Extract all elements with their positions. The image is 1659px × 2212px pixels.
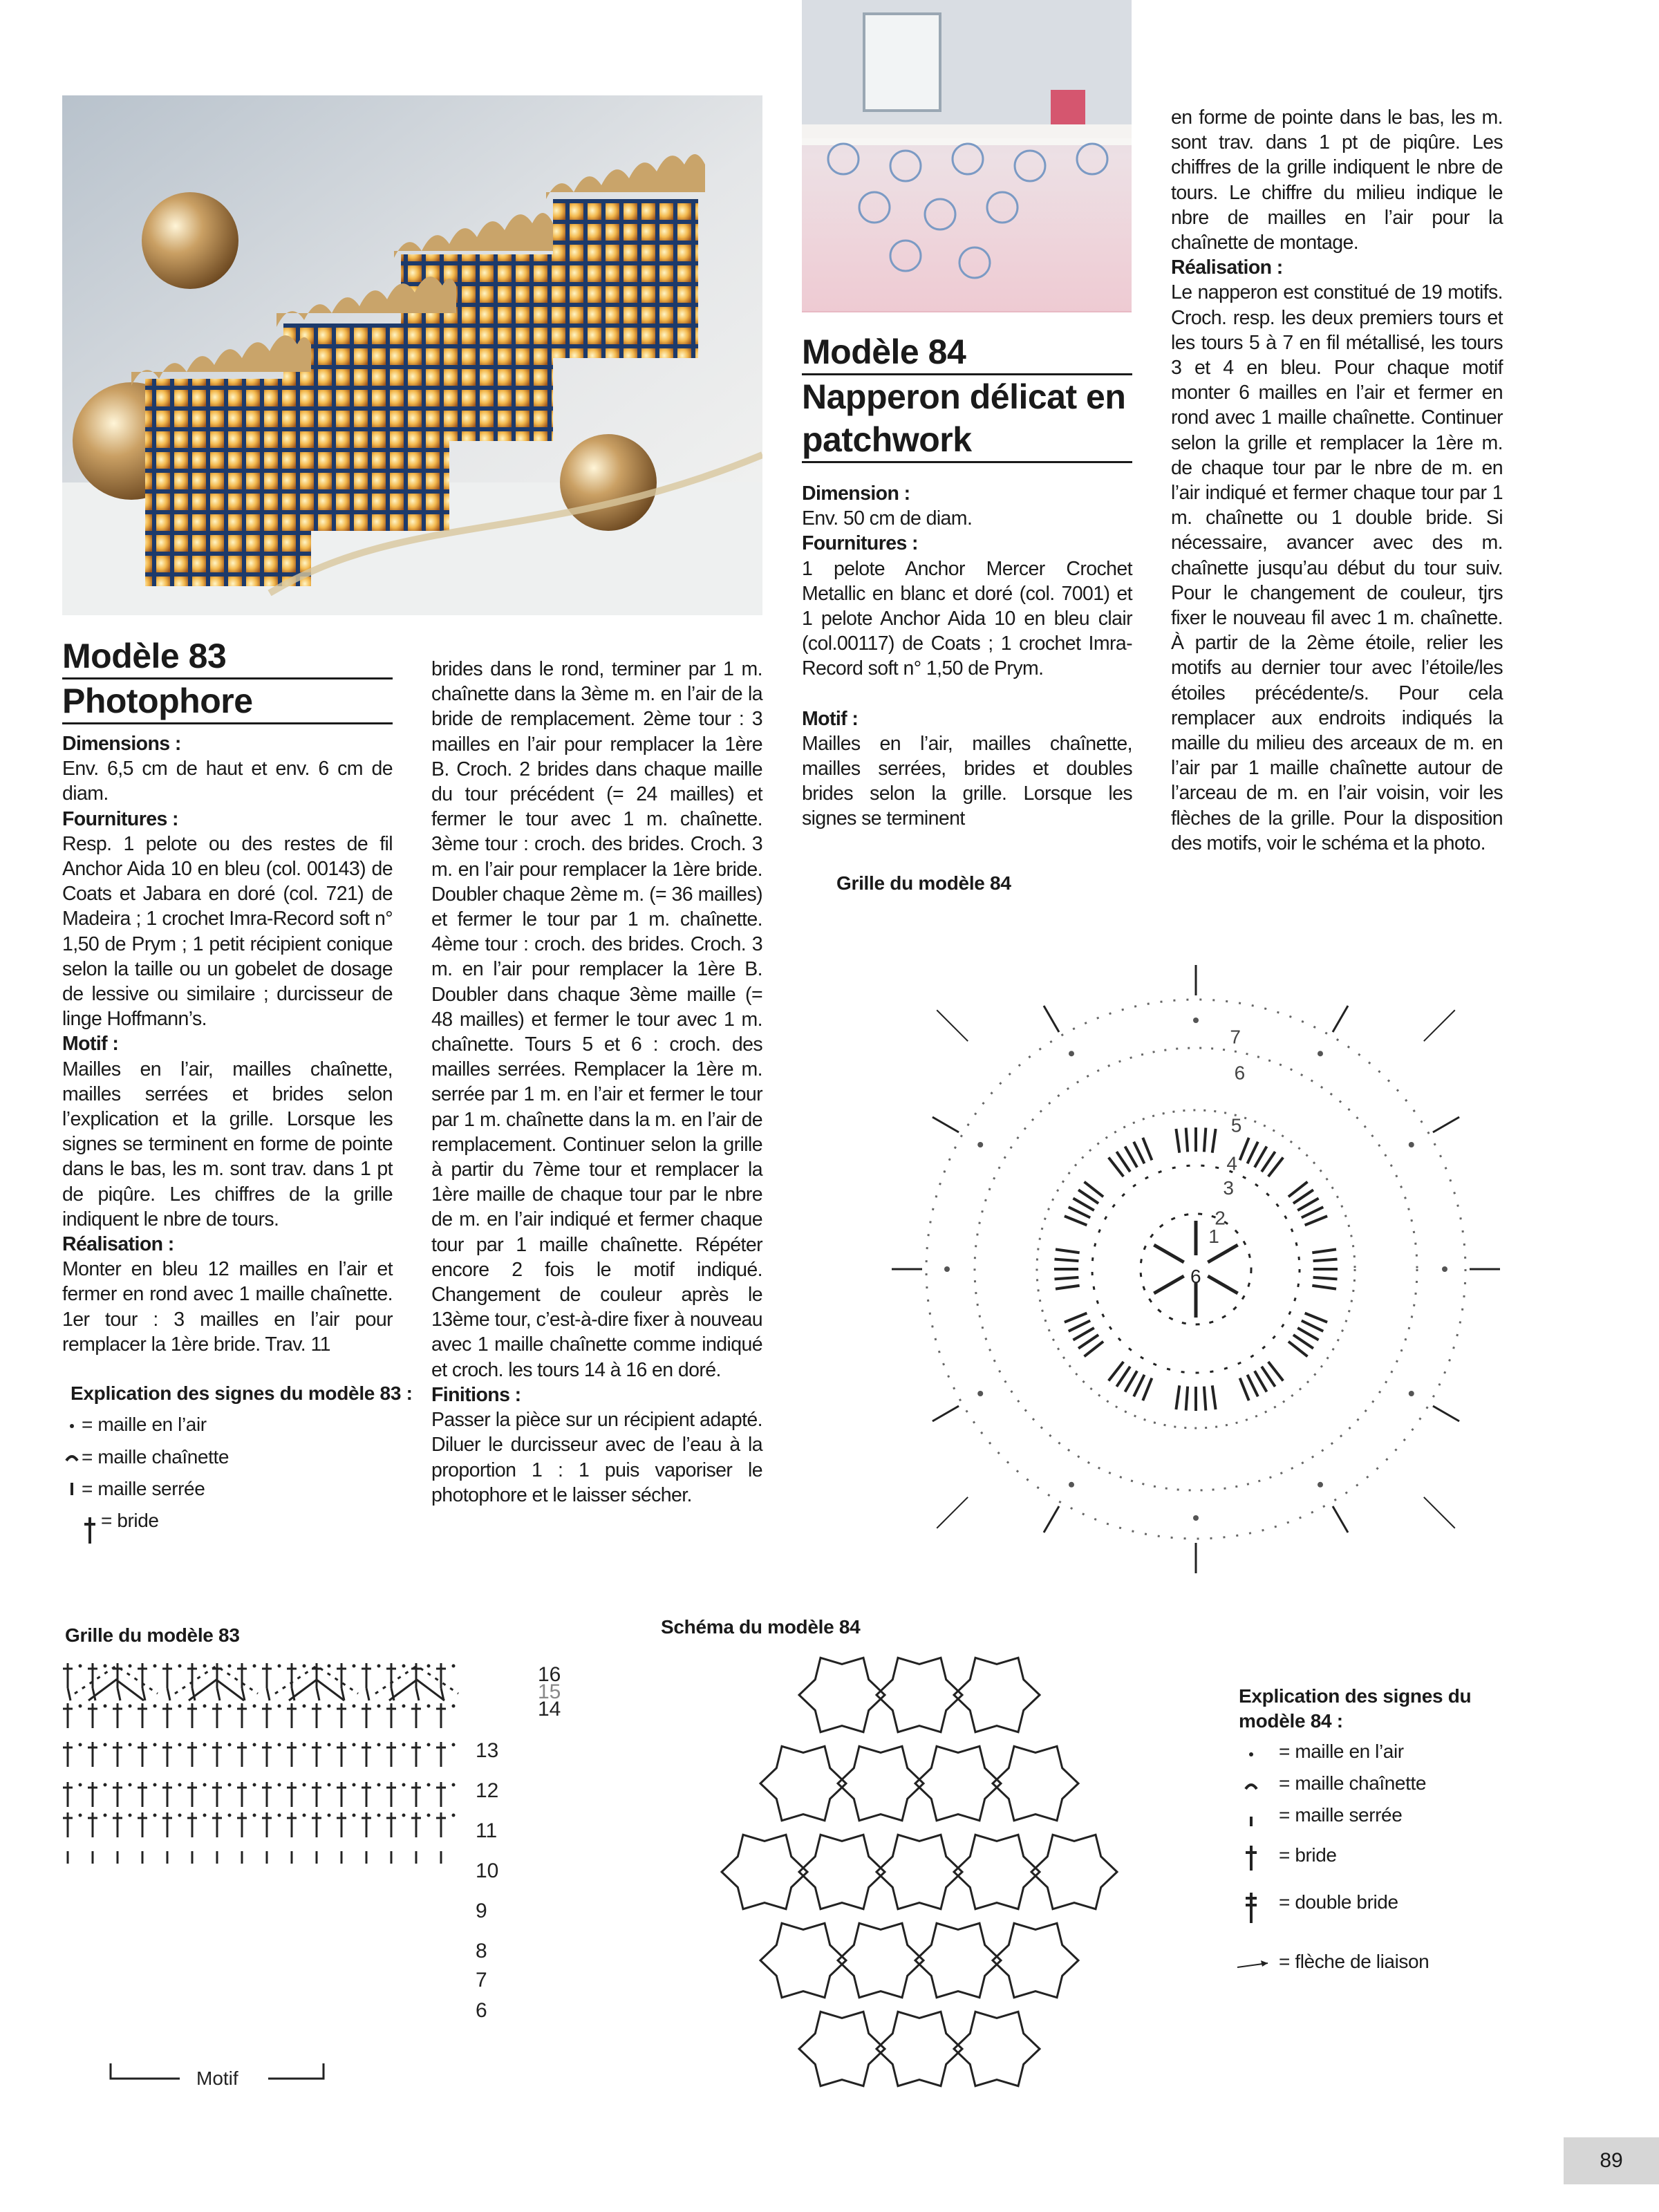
section-realisation: Réalisation : Le napperon est constitué de 19 motifs. Croch. resp. les deux premiers tours et les tours 5 à 7 en fil métallisé, les tours 3 et 4 en bleu. Pour chaque motif monter 6 mailles en l’air et fermer en rond avec 1 maille chaînette. Continuer selon la grille et remplacer la 1ère m. de chaque tour par le nbre de m. en l’air indiqué et fermer chaque tour par 1 m. chaînette ou 1 double bride. Si nécessaire, avancer avec des m. chaînette jusqu’au début du tour suiv. Pour le changement de couleur, tjrs fixer le nouveau fil avec 1 m. chaînette. À partir de la 2ème étoile, relier les motifs au dernier tour avec l’étoile/les étoiles précédente/s. Pour cela remplacer aux endroits indiqués la maille du milieu des arceaux de m. en l’air par 1 maille chaînette autour de l’arceau de m. en l’air voisin, voir les flèches de la grille. Pour la disposition des motifs, voir le schéma et la photo. xyxy=(1171,256,1503,854)
model-84-column-1 xyxy=(802,481,1132,832)
title-line-1: Modèle 84 xyxy=(802,332,966,371)
chain-stitch-icon xyxy=(1249,1752,1253,1756)
title-model-84 xyxy=(802,330,1132,463)
legend-83-title: Explication des signes du modèle 83 : xyxy=(71,1382,413,1404)
title-line-1: Modèle 83 xyxy=(62,637,227,675)
motif-star xyxy=(954,2012,1040,2086)
round-number: 8 xyxy=(476,1940,487,1962)
section-realisation: Réalisation : Monter en bleu 12 mailles en l’air et fermer en rond avec 1 maille chaînette. 1er tour : 3 mailles en l’air pour remplacer la 1ère bride. Trav. 11 xyxy=(62,1233,393,1356)
round-number: 3 xyxy=(1223,1177,1235,1199)
double-crochet-icon xyxy=(1246,1846,1257,1871)
motif-star xyxy=(838,1923,924,1997)
round-number: 10 xyxy=(476,1859,499,1882)
motif-star xyxy=(799,1658,885,1732)
section-fournitures: Fournitures : Resp. 1 pelote ou des restes de fil Anchor Aida 10 en bleu (col. 00143) de Coats et Jabara en doré (col. 721) de Madeira ; 1 crochet Imra-Record soft n° 1,50 de Prym ; 1 petit récipient conique selon la taille ou un gobelet de dosage de lessive ou similaire ; durcisseur de linge Hoffmann’s. xyxy=(62,807,393,1031)
section-finitions: Finitions : Passer la pièce sur un récipient adapté. Diluer le durcisseur avec de l’eau à la proportion 1 : 1 puis vaporiser le photophore et le laisser sécher. xyxy=(431,1383,762,1506)
section-dimension: Dimension : Env. 50 cm de diam. xyxy=(802,482,973,530)
page-number: 89 xyxy=(1564,2137,1659,2184)
treble-crochet-icon xyxy=(1246,1893,1257,1923)
round-number: 4 xyxy=(1226,1152,1237,1174)
motif-star xyxy=(760,1923,846,1997)
slip-stitch-icon xyxy=(1246,1785,1257,1789)
motif-star xyxy=(838,1746,924,1820)
section-motif: Motif : Mailles en l’air, mailles chaînette, mailles serrées, brides et doubles brides selon la grille. Lorsque les signes se terminent xyxy=(802,707,1132,830)
round-number: 6 xyxy=(476,1999,487,2022)
motif-star xyxy=(993,1923,1078,1997)
slip-stitch-icon xyxy=(66,1456,77,1461)
motif-star xyxy=(993,1746,1078,1820)
round-number: 12 xyxy=(476,1779,499,1802)
round-number: 15 xyxy=(538,1680,561,1703)
legend-83-item: = maille chaînette xyxy=(82,1446,229,1468)
grid-84-chart xyxy=(802,899,1521,1631)
photo-candle-holders xyxy=(62,95,762,615)
legend-84-item: = bride xyxy=(1279,1844,1337,1866)
section-motif: Motif : Mailles en l’air, mailles chaînette, mailles serrées et brides selon l’explication et la grille. Lorsque les signes se terminent en forme de pointe dans le bas, les m. sont trav. dans 1 pt de piqûre. Les chiffres de la grille indiquent le nbre de tours. xyxy=(62,1033,393,1230)
title-line-3: patchwork xyxy=(802,420,972,459)
chain-stitch-icon xyxy=(70,1424,74,1428)
motif-star xyxy=(877,1835,962,1909)
round-number: 5 xyxy=(1230,1114,1242,1136)
motif-star xyxy=(877,2012,962,2086)
motif-star xyxy=(954,1658,1040,1732)
section-rounds: brides dans le rond, terminer par 1 m. chaînette dans la 3ème m. en l’air de la bride de remplacement. 2ème tour : 3 mailles en l’air pour remplacer la 1ère B. Croch. 2 brides dans chaque maille du tour précédent (= 24 mailles) et fermer le tour avec 1 m. chaînette. 3ème tour : croch. des brides. Croch. 3 m. en l’air pour remplacer la 1ère bride. Doubler chaque 2ème m. (= 36 mailles) et fermer le tour par 1 m. chaînette. 4ème tour : croch. des brides. Croch. 3 m. en l’air pour remplacer la 1ère B. Doubler dans chaque 3ème maille (= 48 mailles) et fermer le tour avec 1 m. chaînette. Tours 5 et 6 : croch. des mailles serrées. Remplacer la 1ère m. serrée par 1 m. en l’air et fermer le tour par 1 m. chaînette dans la m. en l’air de remplacement. Continuer selon la grille à partir du 7ème tour et remplacer la 1ère maille de chaque tour par le nbre de m. en l’air indiqué et fermer chaque tour par 1 maille chaînette. Répéter encore 2 fois le motif indiqué. Changement de couleur après le 13ème tour, c’est-à-dire fixer à nouveau avec 1 maille chaînette comme indiqué et croch. les tours 14 à 16 en doré. xyxy=(431,658,762,1381)
model-83-column-2 xyxy=(431,657,762,1508)
legend-84-symbols xyxy=(1237,1742,1279,1977)
motif-star xyxy=(1031,1835,1117,1909)
round-number: 2 xyxy=(1215,1207,1226,1229)
round-number: 16 xyxy=(538,1663,561,1686)
schema-84-chart xyxy=(657,1645,1182,2115)
legend-83-item: = maille en l’air xyxy=(82,1414,207,1435)
round-number: 11 xyxy=(476,1819,498,1842)
section-grid-notes: en forme de pointe dans le bas, les m. sont trav. dans 1 pt de piqûre. Les chiffres de la grille indiquent le nbre de tours. Le chiffre du milieu indique le nbre de mailles en l’air pour la chaînette de montage. xyxy=(1171,106,1503,254)
title-model-83 xyxy=(62,635,393,724)
schema-84-caption: Schéma du modèle 84 xyxy=(661,1616,861,1638)
legend-84-item: = maille chaînette xyxy=(1279,1772,1427,1794)
legend-84-item: = flèche de liaison xyxy=(1279,1951,1430,1972)
round-number: 9 xyxy=(476,1900,487,1922)
motif-star xyxy=(722,1835,807,1909)
motif-star xyxy=(799,2012,885,2086)
grid-83-caption: Grille du modèle 83 xyxy=(65,1624,240,1646)
round-number: 6 xyxy=(1234,1062,1246,1084)
motif-label: Motif xyxy=(196,2068,238,2089)
title-rule xyxy=(802,461,1132,463)
round-number: 13 xyxy=(476,1739,499,1762)
round-number: 7 xyxy=(1230,1026,1241,1048)
grid-83-chart xyxy=(61,1659,586,2101)
connection-arrow-icon xyxy=(1237,1960,1268,1967)
legend-84-item: = double bride xyxy=(1279,1891,1398,1913)
model-84-column-2 xyxy=(1171,105,1503,856)
model-83-column-1 xyxy=(62,731,393,1357)
round-number: 7 xyxy=(476,1969,487,1991)
legend-84-title: Explication des signes du modèle 84 : xyxy=(1239,1685,1472,1732)
motif-star xyxy=(760,1746,846,1820)
photo-doily xyxy=(802,0,1132,312)
motif-star xyxy=(954,1835,1040,1909)
center-chain-count: 6 xyxy=(1190,1266,1201,1287)
motif-star xyxy=(915,1746,1001,1820)
title-line-2: Napperon délicat en xyxy=(802,377,1126,416)
legend-84-item: = maille serrée xyxy=(1279,1804,1403,1826)
round-number: 14 xyxy=(538,1698,561,1721)
legend-83-item: = maille serrée xyxy=(82,1478,205,1499)
title-rule xyxy=(62,722,393,724)
motif-star xyxy=(915,1923,1001,1997)
section-dimensions: Dimensions : Env. 6,5 cm de haut et env. 6 cm de diam. xyxy=(62,733,393,805)
round-number: 1 xyxy=(1208,1226,1219,1248)
title-line-2: Photophore xyxy=(62,682,253,720)
section-fournitures: Fournitures : 1 pelote Anchor Mercer Crochet Metallic en blanc et doré (col. 7001) et 1 pelote Anchor Aida 10 en bleu clair (col.00117) de Coats ; 1 crochet Imra-Record soft n° 1,50 de Prym. xyxy=(802,532,1132,680)
motif-star xyxy=(877,1658,962,1732)
legend-84-item: = maille en l’air xyxy=(1279,1741,1404,1762)
grid-84-caption: Grille du modèle 84 xyxy=(836,872,1011,894)
double-crochet-icon xyxy=(84,1517,95,1544)
motif-star xyxy=(799,1835,885,1909)
legend-83-item: = bride xyxy=(101,1510,159,1531)
